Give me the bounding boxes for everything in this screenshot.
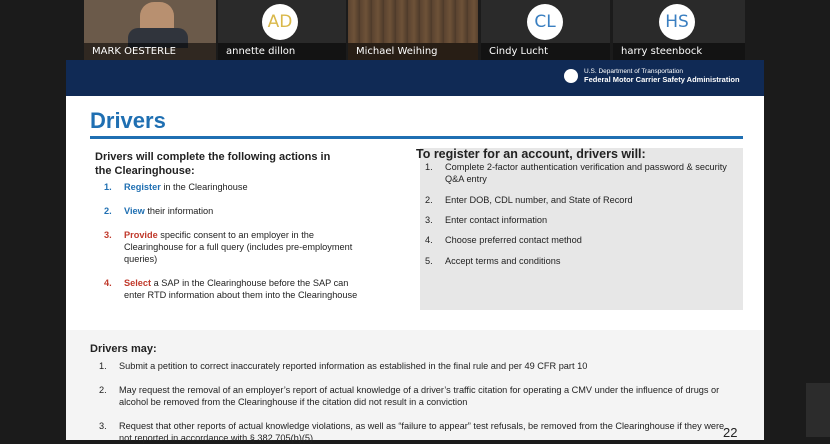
participant-name: annette dillon (218, 43, 346, 60)
item-number: 5. (425, 256, 433, 266)
title-divider (90, 136, 743, 139)
item-text: Choose preferred contact method (445, 235, 582, 245)
item-text: Accept terms and conditions (445, 256, 561, 266)
slide-title: Drivers (90, 108, 166, 133)
participant-avatar: AD (262, 4, 298, 40)
bottom-heading: Drivers may: (90, 343, 157, 355)
participant-name: Cindy Lucht (481, 43, 610, 60)
item-text: their information (144, 206, 214, 216)
item-text: a SAP in the Clearinghouse before the SAP can enter RTD information about them into the Clearinghouse (124, 278, 358, 300)
item-keyword: View (124, 206, 145, 216)
item-number: 1. (425, 162, 433, 172)
item-number: 2. (104, 206, 112, 216)
left-heading: Drivers will complete the following actions in the Clearinghouse: (95, 151, 331, 177)
participant-tile[interactable] (613, 0, 745, 60)
item-text: in the Clearinghouse (160, 182, 248, 192)
item-number: 2. (99, 385, 107, 395)
agency-line2: Federal Motor Carrier Safety Administration (584, 75, 740, 84)
participant-video-background (348, 0, 478, 43)
dot-logo-icon (564, 69, 578, 83)
item-number: 3. (104, 230, 112, 240)
item-text: Request that other reports of actual knowledge violations, as well as “failure to appear” test refusals, be removed from the Clearinghouse if they were not reported in accordance with § 382.705(b)(5) (119, 421, 725, 443)
slide-banner (66, 60, 764, 96)
participant-name: Michael Weihing (348, 43, 478, 60)
agency-line1: U.S. Department of Transportation (584, 68, 683, 75)
item-keyword: Register (124, 182, 161, 192)
item-text: specific consent to an employer in the Clearinghouse for a full query (includes pre-employment queries) (124, 230, 353, 264)
item-number: 1. (99, 361, 107, 371)
item-number: 2. (425, 195, 433, 205)
participant-name: harry steenbock (613, 43, 745, 60)
agency-label (584, 68, 740, 84)
item-keyword: Provide (124, 230, 158, 240)
participant-avatar: HS (659, 4, 695, 40)
item-number: 3. (99, 421, 107, 431)
item-text: Enter contact information (445, 215, 548, 225)
side-panel-toggle[interactable] (806, 383, 830, 437)
item-text: Complete 2-factor authentication verification and password & security Q&A entry (445, 162, 727, 184)
item-keyword: Select (124, 278, 152, 288)
item-number: 4. (425, 235, 433, 245)
item-text: Enter DOB, CDL number, and State of Record (445, 195, 633, 205)
right-heading: To register for an account, drivers will: (416, 147, 646, 161)
item-text: May request the removal of an employer’s report of actual knowledge of a driver’s traffic citation for operating a CMV under the influence of drugs or alcohol be removed from the Clearinghouse if the citation did not result in a conviction (119, 385, 720, 407)
participant-tile[interactable] (481, 0, 610, 60)
shared-slide (66, 60, 764, 443)
page-number: 22 (723, 425, 738, 440)
item-number: 3. (425, 215, 433, 225)
item-number: 1. (104, 182, 112, 192)
participant-video-tile[interactable] (84, 0, 216, 60)
participant-video-tile[interactable] (348, 0, 478, 60)
participant-avatar: CL (527, 4, 563, 40)
item-text: Submit a petition to correct inaccurately reported information as established in the final rule and per 49 CFR part 10 (119, 361, 588, 371)
participant-tile[interactable] (218, 0, 346, 60)
participant-name: MARK OESTERLE (84, 43, 216, 60)
item-number: 4. (104, 278, 112, 288)
